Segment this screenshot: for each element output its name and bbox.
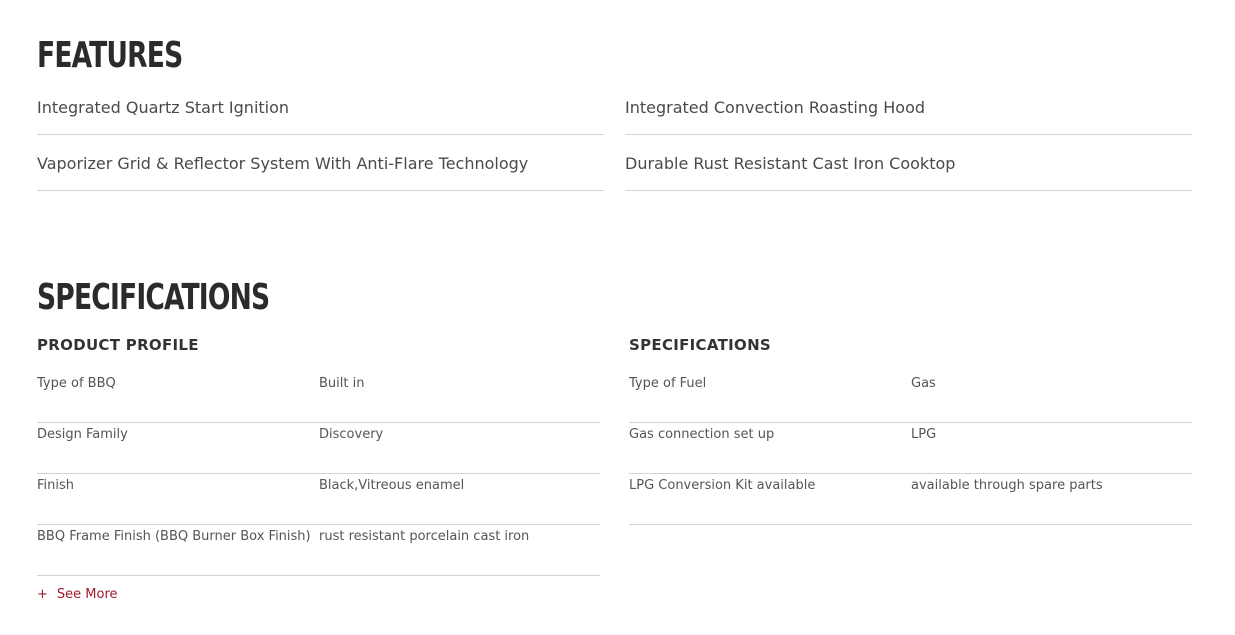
spec-value: Black,Vitreous enamel (319, 478, 465, 493)
spec-row (37, 423, 600, 474)
feature-item: Vaporizer Grid & Reflector System With Anti-Flare Technology (37, 136, 604, 191)
spec-value: Discovery (319, 427, 384, 442)
spec-row (629, 423, 1192, 474)
spec-key: Finish (37, 478, 75, 493)
feature-item: Integrated Convection Roasting Hood (625, 80, 1192, 135)
spec-value: Built in (319, 376, 365, 391)
features-heading: FEATURES (37, 35, 183, 76)
spec-value: rust resistant porcelain cast iron (319, 529, 530, 544)
spec-key: Type of BBQ (37, 376, 116, 391)
spec-key: LPG Conversion Kit available (629, 478, 816, 493)
spec-key: Design Family (37, 427, 128, 442)
spec-value: LPG (911, 427, 937, 442)
spec-key: Type of Fuel (629, 376, 707, 391)
spec-row (629, 372, 1192, 423)
product-profile-table (37, 336, 600, 576)
feature-item: Durable Rust Resistant Cast Iron Cooktop (625, 136, 1192, 191)
specifications-table (629, 336, 1192, 525)
spec-value: Gas (911, 376, 936, 391)
spec-row (37, 525, 600, 576)
spec-row (37, 372, 600, 423)
features-list-left (37, 80, 604, 192)
spec-key: BBQ Frame Finish (BBQ Burner Box Finish) (37, 529, 311, 544)
specifications-heading: SPECIFICATIONS (37, 277, 270, 318)
spec-key: Gas connection set up (629, 427, 775, 442)
spec-row (37, 474, 600, 525)
spec-value: available through spare parts (911, 478, 1103, 493)
product-profile-subtitle: PRODUCT PROFILE (37, 336, 199, 354)
specifications-subtitle: SPECIFICATIONS (629, 336, 772, 354)
spec-row (629, 474, 1192, 525)
features-list-right (625, 80, 1192, 192)
feature-item: Integrated Quartz Start Ignition (37, 80, 604, 135)
see-more-label: See More (56, 587, 118, 602)
plus-icon: + (37, 587, 48, 602)
see-more-link[interactable] (37, 587, 118, 602)
